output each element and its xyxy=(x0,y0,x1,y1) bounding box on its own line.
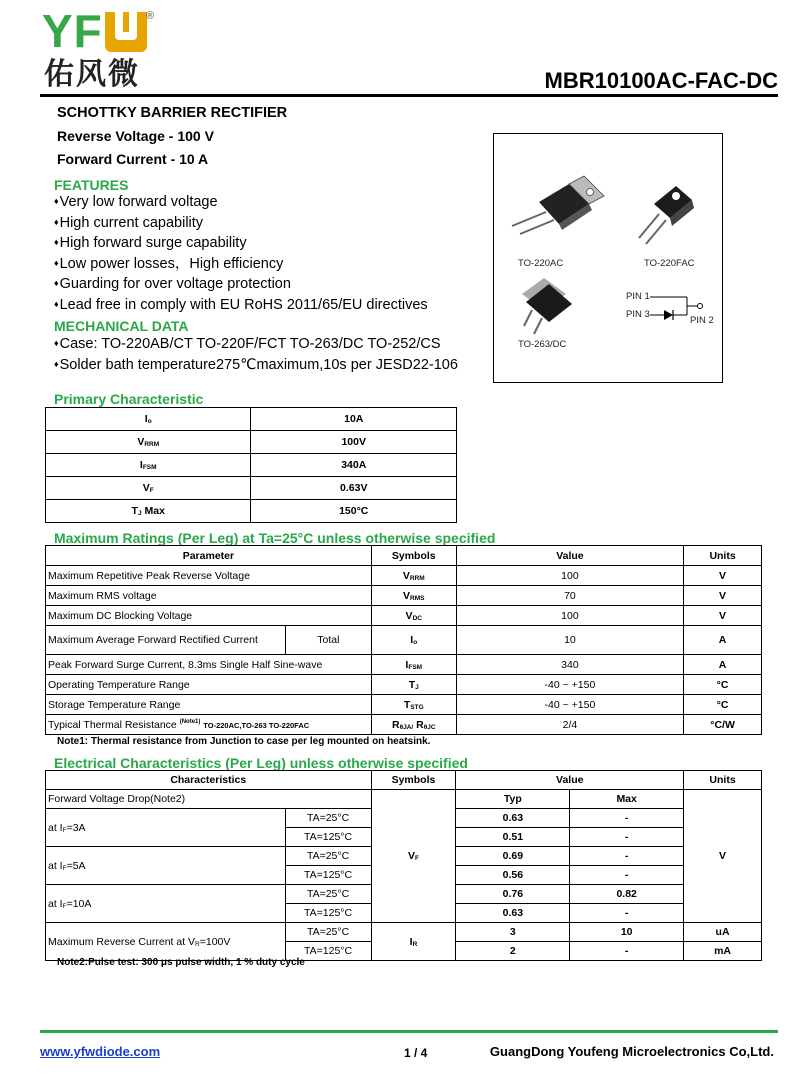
param-cell: Typical Thermal Resistance $^{(Note1)}$ TO-220AC,TO-263 TO-220FAC xyxy=(46,715,372,735)
symbol-cell: VRMS xyxy=(371,586,456,606)
condition-cell: at IF=3A xyxy=(46,809,286,847)
features-list xyxy=(54,192,428,315)
max-cell: 10 xyxy=(570,923,684,942)
footer-divider xyxy=(40,1030,778,1033)
logo-letters: YF xyxy=(42,5,103,57)
max-cell: - xyxy=(570,866,684,885)
table-row xyxy=(46,586,762,606)
temp-cell: TA=25°C xyxy=(285,809,371,828)
unit-cell: °C xyxy=(684,675,762,695)
param-extra-cell: Total xyxy=(285,626,371,655)
max-cell: - xyxy=(570,809,684,828)
condition-cell: at IF=10A xyxy=(46,885,286,923)
temp-cell: TA=25°C xyxy=(285,923,371,942)
condition-cell: Maximum Reverse Current at VR=100V xyxy=(46,923,286,961)
to263dc-drawing xyxy=(522,278,572,334)
table-row xyxy=(46,626,762,655)
product-subtitle: SCHOTTKY BARRIER RECTIFIER xyxy=(57,105,288,121)
mechanical-heading: MECHANICAL DATA xyxy=(54,318,189,334)
feature-item: ♦ Very low forward voltage xyxy=(54,192,428,213)
feature-item: ♦ High forward surge capability xyxy=(54,233,428,254)
table-row xyxy=(46,477,457,500)
value-cell: 2/4 xyxy=(456,715,683,735)
typ-cell: 3 xyxy=(456,923,570,942)
reverse-voltage: Reverse Voltage - 100 V xyxy=(57,128,214,144)
table-row xyxy=(46,431,457,454)
max-cell: 0.82 xyxy=(570,885,684,904)
company-logo xyxy=(40,5,160,92)
col-header-symbols: Symbols xyxy=(371,771,456,790)
max-cell: - xyxy=(570,847,684,866)
value-cell: 340A xyxy=(251,454,457,477)
symbol-cell: TSTG xyxy=(371,695,456,715)
symbol-cell: VDC xyxy=(371,606,456,626)
col-header-characteristics: Characteristics xyxy=(46,771,372,790)
table-header-row xyxy=(46,546,762,566)
unit-cell: V xyxy=(684,586,762,606)
features-heading: FEATURES xyxy=(54,177,129,193)
max-ratings-table xyxy=(45,545,762,735)
symbol-cell: VF xyxy=(46,477,251,500)
feature-item: ♦ Low power losses，High efficiency xyxy=(54,254,428,275)
note-2: Note2:Pulse test: 300 μs pulse width, 1 % duty cycle xyxy=(57,957,305,968)
unit-cell: V xyxy=(684,606,762,626)
symbol-cell: Io xyxy=(371,626,456,655)
param-cell: Forward Voltage Drop(Note2) xyxy=(46,790,372,809)
symbol-cell: RθJA/ RθJC xyxy=(371,715,456,735)
table-row xyxy=(46,923,762,942)
table-row xyxy=(46,408,457,431)
param-cell: Maximum Repetitive Peak Reverse Voltage xyxy=(46,566,372,586)
temp-cell: TA=125°C xyxy=(285,866,371,885)
table-row xyxy=(46,790,762,809)
unit-cell: °C xyxy=(684,695,762,715)
col-header-units: Units xyxy=(684,546,762,566)
symbol-cell: VRRM xyxy=(46,431,251,454)
symbol-cell: IFSM xyxy=(46,454,251,477)
pin3-label: PIN 3 xyxy=(626,309,650,320)
typ-cell: 2 xyxy=(456,942,570,961)
table-header-row xyxy=(46,771,762,790)
typ-cell: 0.56 xyxy=(456,866,570,885)
value-cell: -40 ~ +150 xyxy=(456,695,683,715)
value-cell: -40 ~ +150 xyxy=(456,675,683,695)
vf-symbol-cell: VF xyxy=(371,790,456,923)
symbol-cell: Io xyxy=(46,408,251,431)
registered-mark: ® xyxy=(146,10,155,22)
value-cell: 150°C xyxy=(251,500,457,523)
value-cell: 10A xyxy=(251,408,457,431)
param-cell: Maximum RMS voltage xyxy=(46,586,372,606)
unit-cell: °C/W xyxy=(684,715,762,735)
value-cell: 100 xyxy=(456,606,683,626)
symbol-cell: IFSM xyxy=(371,655,456,675)
temp-cell: TA=125°C xyxy=(285,942,371,961)
feature-item: ♦ Guarding for over voltage protection xyxy=(54,274,428,295)
unit-cell: A xyxy=(684,626,762,655)
table-row xyxy=(46,695,762,715)
param-cell: Maximum DC Blocking Voltage xyxy=(46,606,372,626)
mechanical-item: ♦ Case: TO-220AB/CT TO-220F/FCT TO-263/DC TO-252/CS xyxy=(54,334,458,355)
product-intro xyxy=(57,102,287,171)
max-cell: - xyxy=(570,942,684,961)
temp-cell: TA=125°C xyxy=(285,828,371,847)
param-cell: Maximum Average Forward Rectified Current xyxy=(46,626,286,655)
header-divider xyxy=(40,94,778,97)
symbol-cell: TJ Max xyxy=(46,500,251,523)
mechanical-list xyxy=(54,334,458,375)
subheader-max: Max xyxy=(570,790,684,809)
subheader-typ: Typ xyxy=(456,790,570,809)
typ-cell: 0.76 xyxy=(456,885,570,904)
table-row xyxy=(46,566,762,586)
param-cell: Operating Temperature Range xyxy=(46,675,372,695)
value-cell: 0.63V xyxy=(251,477,457,500)
value-cell: 10 xyxy=(456,626,683,655)
typ-cell: 0.69 xyxy=(456,847,570,866)
temp-cell: TA=25°C xyxy=(285,885,371,904)
note-1: Note1: Thermal resistance from Junction to case per leg mounted on heatsink. xyxy=(57,736,431,747)
typ-cell: 0.63 xyxy=(456,809,570,828)
to263dc-label: TO-263/DC xyxy=(518,339,567,350)
feature-item: ♦ Lead free in comply with EU RoHS 2011/65/EU directives xyxy=(54,295,428,316)
col-header-symbols: Symbols xyxy=(371,546,456,566)
temp-cell: TA=25°C xyxy=(285,847,371,866)
table-row xyxy=(46,606,762,626)
value-cell: 100V xyxy=(251,431,457,454)
condition-cell: at IF=5A xyxy=(46,847,286,885)
col-header-parameter: Parameter xyxy=(46,546,372,566)
primary-table xyxy=(45,407,457,523)
max-cell: - xyxy=(570,828,684,847)
temp-cell: TA=125°C xyxy=(285,904,371,923)
typ-cell: 0.51 xyxy=(456,828,570,847)
to220ac-drawing xyxy=(512,176,604,234)
value-cell: 100 xyxy=(456,566,683,586)
table-row xyxy=(46,715,762,735)
param-cell: Peak Forward Surge Current, 8.3ms Single Half Sine-wave xyxy=(46,655,372,675)
website-link[interactable]: www.yfwdiode.com xyxy=(40,1044,161,1059)
forward-current: Forward Current - 10 A xyxy=(57,151,209,167)
pin1-label: PIN 1 xyxy=(626,291,650,302)
table-row xyxy=(46,675,762,695)
to220fac-label: TO-220FAC xyxy=(644,258,695,269)
col-header-value: Value xyxy=(456,546,683,566)
col-header-value: Value xyxy=(456,771,684,790)
param-cell: Storage Temperature Range xyxy=(46,695,372,715)
logo-u-mark xyxy=(105,12,147,52)
mechanical-item: ♦ Solder bath temperature275℃maximum,10s per JESD22-106 xyxy=(54,355,458,376)
company-name: GuangDong Youfeng Microelectronics Co,Ltd. xyxy=(489,1044,774,1059)
unit-cell: A xyxy=(684,655,762,675)
vf-unit-cell: V xyxy=(684,790,762,923)
unit-cell: mA xyxy=(684,942,762,961)
ir-symbol-cell: IR xyxy=(371,923,456,961)
max-ratings-heading: Maximum Ratings (Per Leg) at Ta=25°C unless otherwise specified xyxy=(54,530,496,546)
value-cell: 340 xyxy=(456,655,683,675)
table-row xyxy=(46,454,457,477)
pin2-label: PIN 2 xyxy=(690,315,714,326)
electrical-heading: Electrical Characteristics (Per Leg) unless otherwise specified xyxy=(54,755,468,771)
value-cell: 70 xyxy=(456,586,683,606)
primary-heading: Primary Characteristic xyxy=(54,391,204,407)
to220fac-drawing xyxy=(639,186,694,244)
electrical-table xyxy=(45,770,762,961)
symbol-cell: TJ xyxy=(371,675,456,695)
unit-cell: V xyxy=(684,566,762,586)
typ-cell: 0.63 xyxy=(456,904,570,923)
to220ac-label: TO-220AC xyxy=(518,258,564,269)
unit-cell: uA xyxy=(684,923,762,942)
max-cell: - xyxy=(570,904,684,923)
symbol-cell: VRRM xyxy=(371,566,456,586)
col-header-units: Units xyxy=(684,771,762,790)
package-outline-box xyxy=(493,133,723,383)
logo-chinese-name: 佑风微 xyxy=(44,57,140,92)
feature-item: ♦ High current capability xyxy=(54,213,428,234)
part-number: MBR10100AC-FAC-DC xyxy=(544,68,778,93)
page-number: 1 / 4 xyxy=(404,1046,428,1060)
table-row xyxy=(46,500,457,523)
table-row xyxy=(46,655,762,675)
